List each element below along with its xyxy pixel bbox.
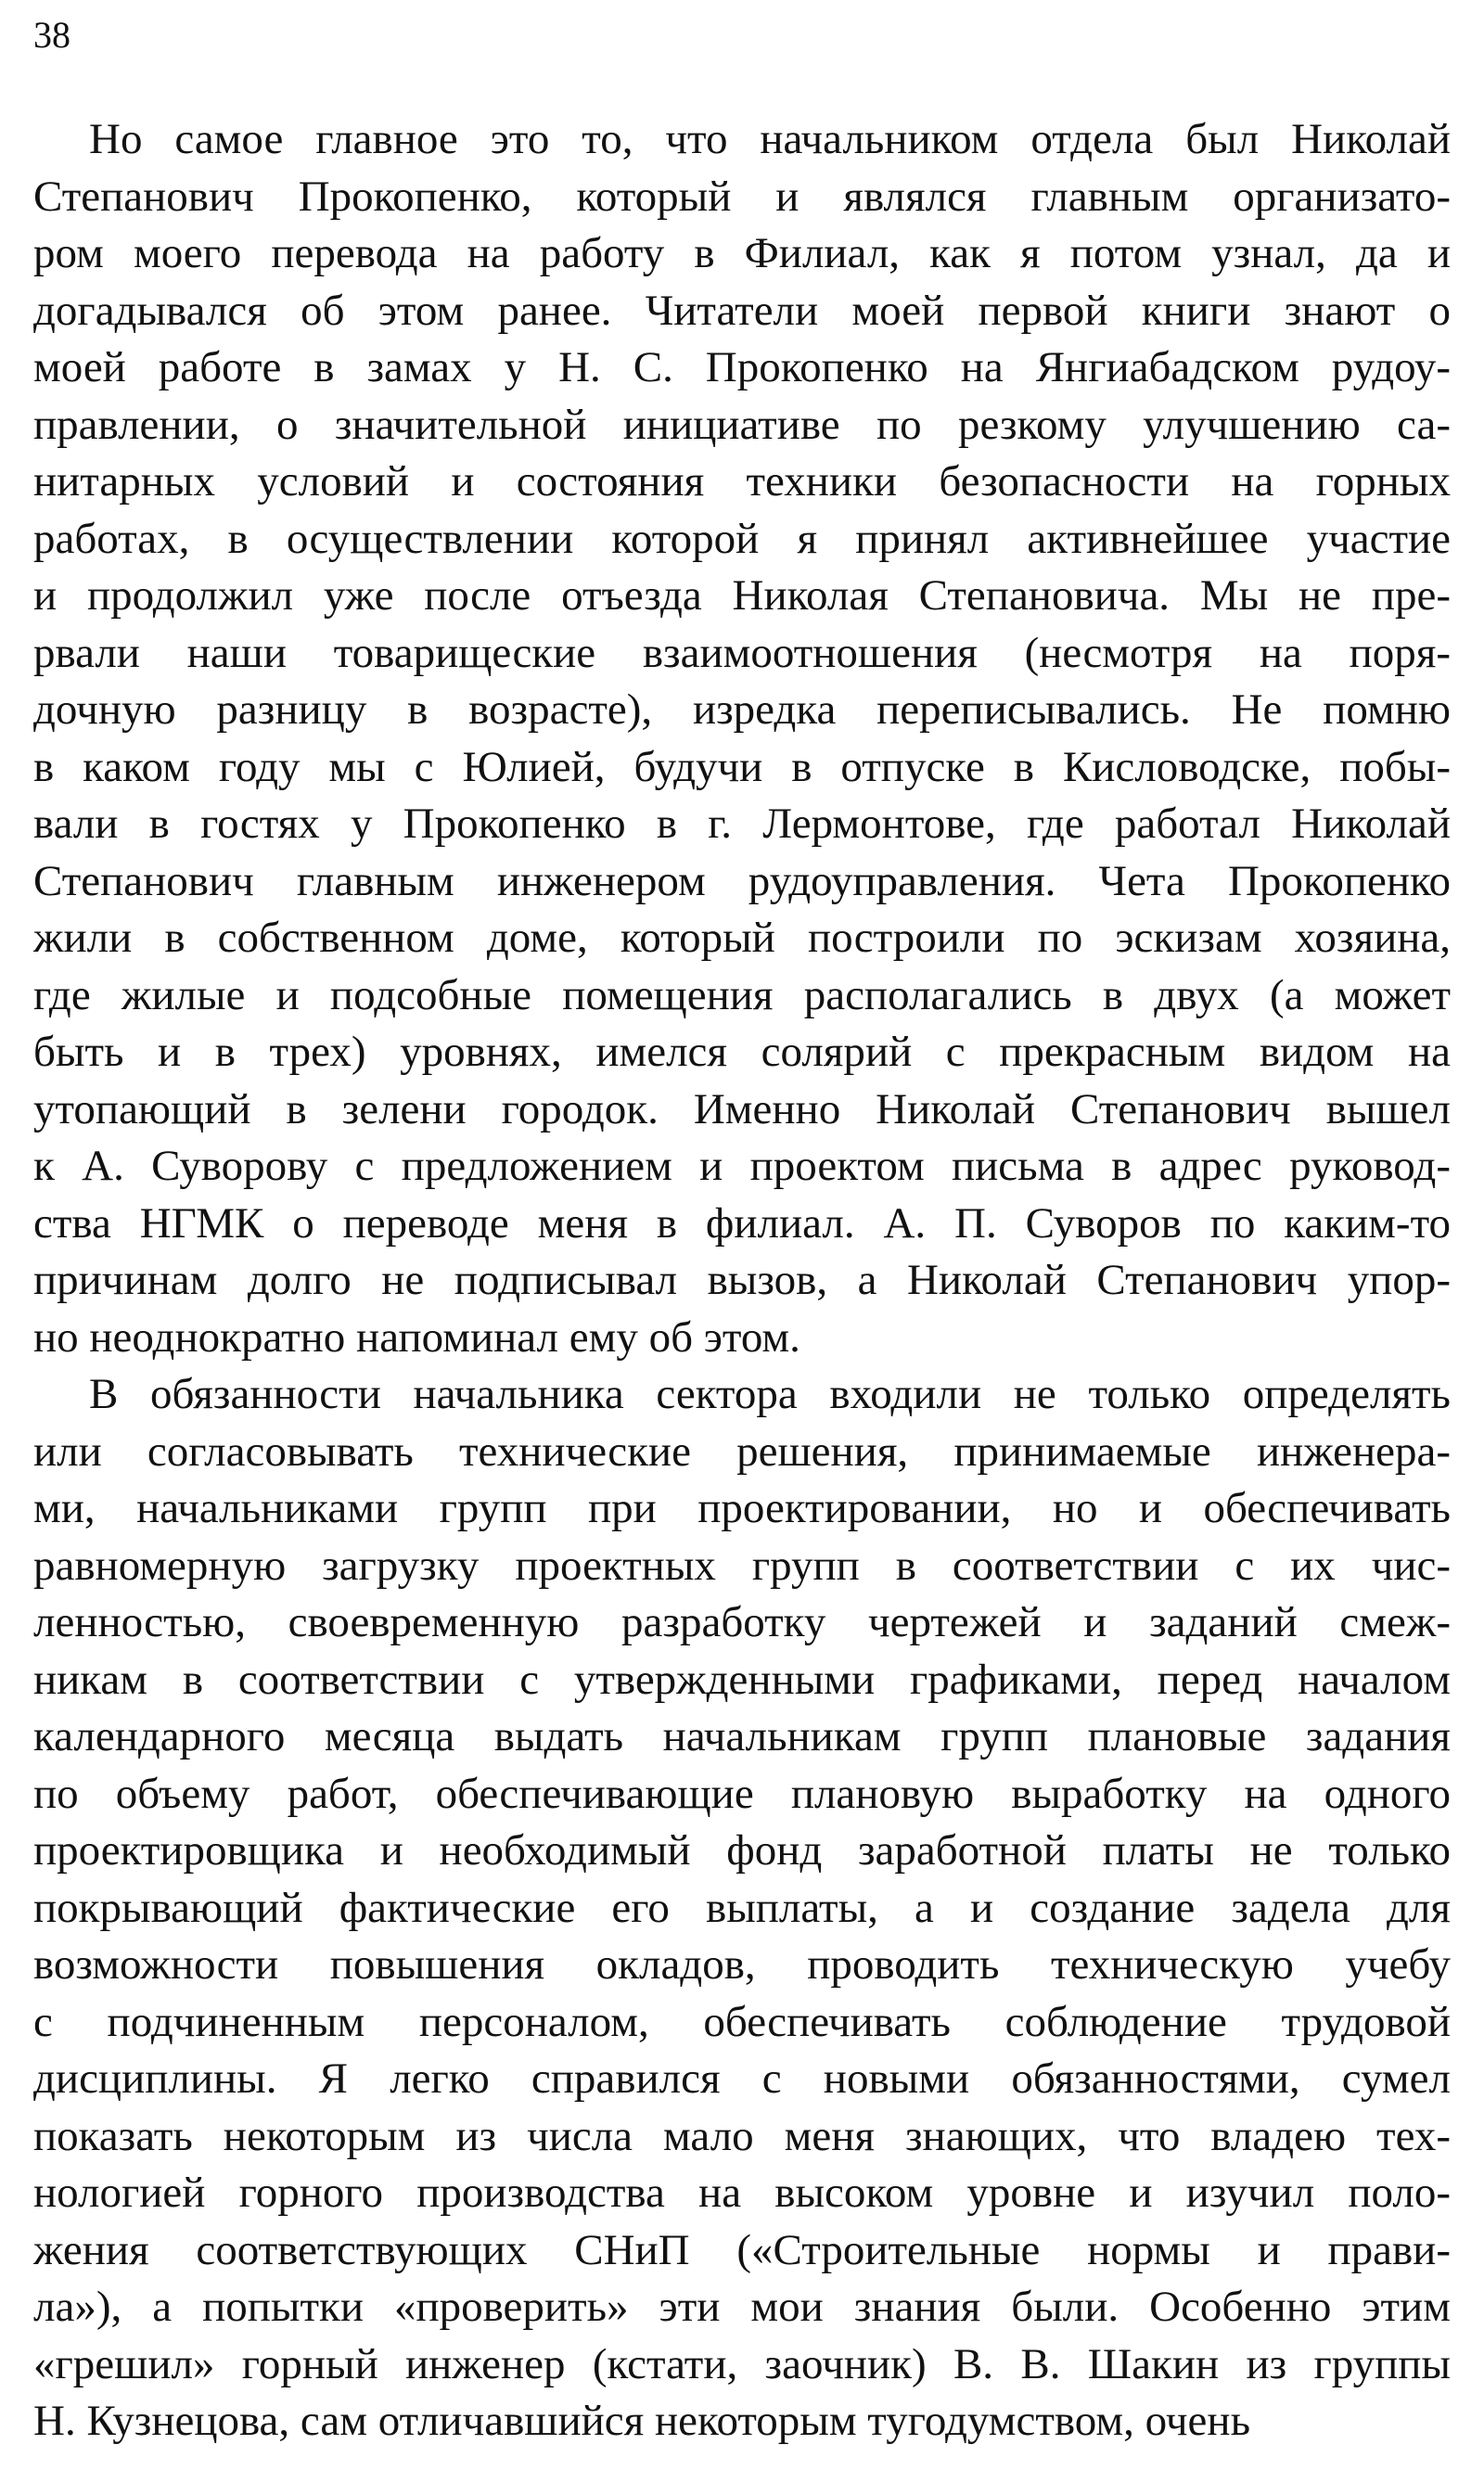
text-line: быть и в трех) уровнях, имелся солярий с прекрасным видом на — [33, 1028, 1451, 1076]
paragraph — [33, 111, 1451, 1366]
text-line: ленностью, своевременную разработку чертежей и заданий смеж- — [33, 1598, 1451, 1646]
text-line: ром моего перевода на работу в Филиал, как я потом узнал, да и — [33, 229, 1451, 277]
text-line: где жилые и подсобные помещения располагались в двух (а может — [33, 970, 1451, 1019]
text-line: работах, в осуществлении которой я принял активнейшее участие — [33, 514, 1451, 563]
text-line: равномерную загрузку проектных групп в соответствии с их чис- — [33, 1541, 1451, 1590]
text-line: дочную разницу в возрасте), изредка переписывались. Не помню — [33, 685, 1451, 734]
text-line: рвали наши товарищеские взаимоотношения (несмотря на поря- — [33, 628, 1451, 677]
text-line: или согласовывать технические решения, принимаемые инженера- — [33, 1427, 1451, 1476]
text-line: жили в собственном доме, который построили по эскизам хозяина, — [33, 914, 1451, 962]
text-line: нологией горного производства на высоком уровне и изучил поло- — [33, 2169, 1451, 2217]
text-line: ства НГМК о переводе меня в филиал. А. П. Суворов по каким-то — [33, 1198, 1451, 1248]
text-line: и продолжил уже после отъезда Николая Степановича. Мы не пре- — [33, 571, 1451, 620]
text-line: проектировщика и необходимый фонд заработной платы не только — [33, 1826, 1451, 1875]
text-line: но неоднократно напоминал ему об этом. — [33, 1312, 800, 1362]
text-body — [33, 111, 1451, 2451]
page-number: 38 — [33, 14, 70, 56]
text-line: покрывающий фактические его выплаты, а и создание задела для — [33, 1883, 1451, 1932]
text-line: В обязанности начальника сектора входили не только определять — [89, 1370, 1451, 1418]
text-line: нитарных условий и состояния техники безопасности на горных — [33, 457, 1451, 506]
text-line: ми, начальниками групп при проектировании, но и обеспечивать — [33, 1484, 1451, 1532]
text-line: «грешил» горный инженер (кстати, заочник) В. В. Шакин из группы — [33, 2339, 1451, 2388]
text-line: Степанович Прокопенко, который и являлся главным организато- — [33, 172, 1451, 221]
text-line: моей работе в замах у Н. С. Прокопенко на Янгиабадском рудоу- — [33, 343, 1451, 391]
text-line: причинам долго не подписывал вызов, а Николай Степанович упор- — [33, 1256, 1451, 1304]
text-line: ла»), а попытки «проверить» эти мои знания были. Особенно этим — [33, 2283, 1451, 2331]
text-line: никам в соответствии с утвержденными графиками, перед началом — [33, 1655, 1451, 1704]
text-line: Н. Кузнецова, сам отличавшийся некоторым тугодумством, очень — [33, 2397, 1251, 2445]
text-line: дисциплины. Я легко справился с новыми обязанностями, сумел — [33, 2054, 1451, 2103]
text-line: Степанович главным инженером рудоуправления. Чета Прокопенко — [33, 856, 1451, 905]
text-line: утопающий в зелени городок. Именно Николай Степанович вышел — [33, 1084, 1451, 1133]
text-line: календарного месяца выдать начальникам групп плановые задания — [33, 1712, 1451, 1760]
text-line: жения соответствующих СНиП («Строительные нормы и прави- — [33, 2225, 1451, 2274]
text-line: к А. Суворову с предложением и проектом письма в адрес руковод- — [33, 1142, 1451, 1190]
text-line: в каком году мы с Юлией, будучи в отпуске в Кисловодске, побы- — [33, 742, 1451, 791]
text-line: возможности повышения окладов, проводить техническую учебу — [33, 1940, 1451, 1989]
text-line: правлении, о значительной инициативе по резкому улучшению са- — [33, 400, 1451, 449]
text-line: вали в гостях у Прокопенко в г. Лермонтове, где работал Николай — [33, 800, 1451, 848]
text-line: догадывался об этом ранее. Читатели моей первой книги знают о — [33, 286, 1451, 335]
text-line: показать некоторым из числа мало меня знающих, что владею тех- — [33, 2111, 1451, 2160]
text-line: Но самое главное это то, что начальником отдела был Николай — [89, 115, 1451, 163]
paragraph — [33, 1366, 1451, 2451]
text-line: с подчиненным персоналом, обеспечивать соблюдение трудовой — [33, 1997, 1451, 2046]
text-line: по объему работ, обеспечивающие плановую выработку на одного — [33, 1769, 1451, 1818]
